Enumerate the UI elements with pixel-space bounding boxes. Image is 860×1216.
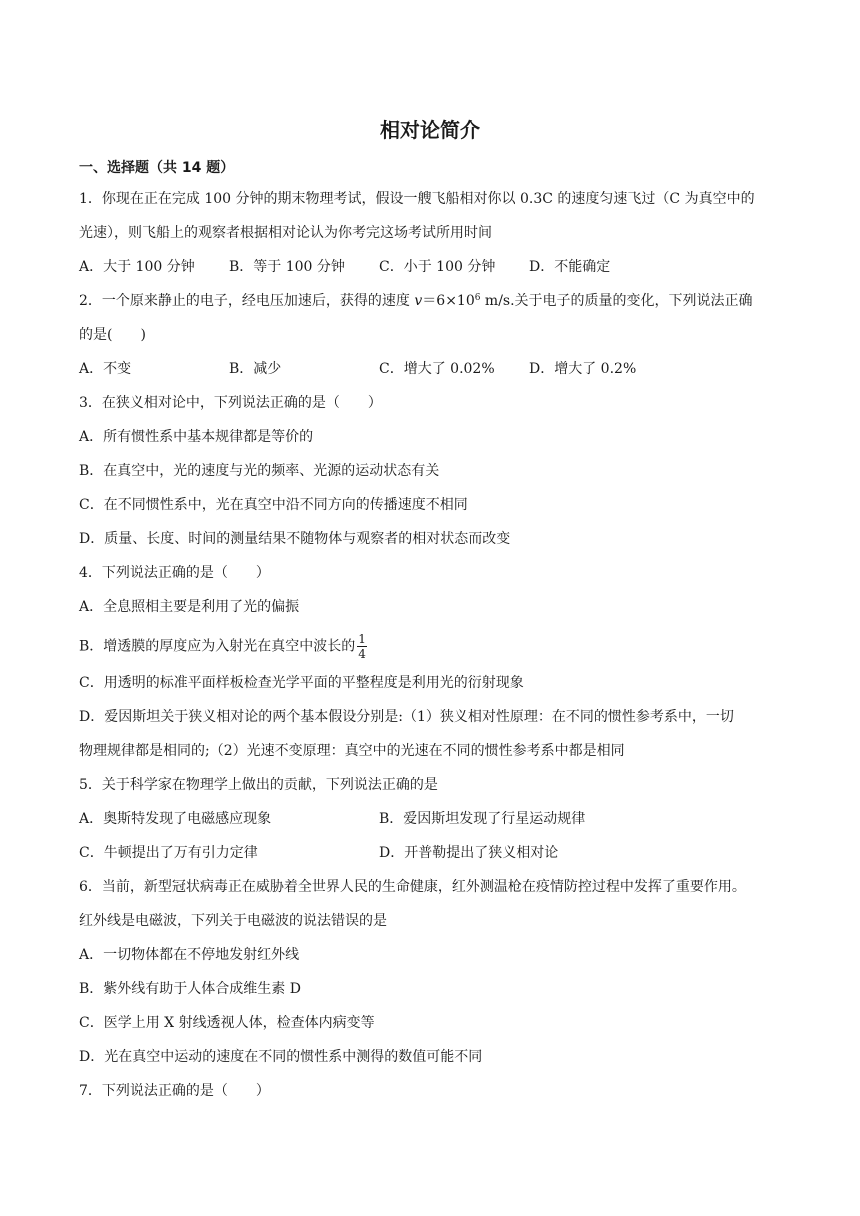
q4-stem: 4．下列说法正确的是（ ）	[79, 565, 270, 581]
q2-velocity-exponent: 6	[474, 293, 481, 303]
q5-option-c: C．牛顿提出了万有引力定律	[79, 845, 258, 861]
q6-stem-line2: 红外线是电磁波，下列关于电磁波的说法错误的是	[79, 913, 387, 929]
q6-option-b: B．紫外线有助于人体合成维生素 D	[79, 981, 301, 997]
q2-option-d: D．增大了 0.2%	[529, 361, 637, 377]
q2-option-b: B．减少	[229, 361, 282, 377]
q4-option-b-text: B．增透膜的厚度应为入射光在真空中波长的	[79, 638, 356, 655]
q2-option-c: C．增大了 0.02%	[379, 361, 495, 377]
q1-stem-line1: 1．你现在正在完成 100 分钟的期末物理考试，假设一艘飞船相对你以 0.3C 的速度匀速飞过（C 为真空中的	[79, 191, 755, 207]
section-heading: 一、选择题（共 14 题）	[79, 160, 235, 176]
q3-stem: 3．在狭义相对论中，下列说法正确的是（ ）	[79, 395, 382, 411]
q4-option-c: C．用透明的标准平面样板检查光学平面的平整程度是利用光的衍射现象	[79, 675, 524, 691]
q4-fraction	[357, 632, 367, 661]
q3-option-a: A．所有惯性系中基本规律都是等价的	[79, 429, 314, 445]
q4-option-b	[79, 632, 367, 661]
q4-option-a: A．全息照相主要是利用了光的偏振	[79, 599, 300, 615]
q5-stem: 5．关于科学家在物理学上做出的贡献，下列说法正确的是	[79, 777, 438, 793]
q1-option-a: A．大于 100 分钟	[79, 259, 195, 275]
q5-option-a: A．奥斯特发现了电磁感应现象	[79, 811, 272, 827]
q4-option-d-line1: D．爱因斯坦关于狭义相对论的两个基本假设分别是:（1）狭义相对性原理：在不同的惯性参考系中，一切	[79, 709, 734, 725]
q6-option-d: D．光在真空中运动的速度在不同的惯性系中测得的数值可能不同	[79, 1049, 483, 1065]
q3-option-c: C．在不同惯性系中，光在真空中沿不同方向的传播速度不相同	[79, 497, 468, 513]
q4-option-d-line2: 物理规律都是相同的;（2）光速不变原理：真空中的光速在不同的惯性参考系中都是相同	[79, 743, 625, 759]
q2-option-a: A．不变	[79, 361, 132, 377]
q2-stem-line1	[79, 291, 753, 311]
q3-option-b: B．在真空中，光的速度与光的频率、光源的运动状态有关	[79, 463, 440, 479]
q4-fraction-numerator: 1	[358, 632, 366, 646]
q5-option-d: D．开普勒提出了狭义相对论	[379, 845, 559, 861]
q1-option-b: B．等于 100 分钟	[229, 259, 345, 275]
q6-option-a: A．一切物体都在不停地发射红外线	[79, 947, 300, 963]
q2-stem-pre: 2．一个原来静止的电子，经电压加速后，获得的速度	[79, 293, 415, 309]
q6-stem-line1: 6．当前，新型冠状病毒正在威胁着全世界人民的生命健康，红外测温枪在疫情防控过程中发挥了重要作用。	[79, 879, 746, 895]
q4-fraction-denominator: 4	[358, 647, 366, 661]
q1-stem-line2: 光速），则飞船上的观察者根据相对论认为你考完这场考试所用时间	[79, 225, 492, 241]
q2-velocity-eq: ＝6×10	[422, 293, 475, 309]
page-title: 相对论简介	[380, 118, 480, 142]
q2-stem-post: m/s.关于电子的质量的变化，下列说法正确	[480, 293, 753, 309]
q5-option-b: B．爱因斯坦发现了行星运动规律	[379, 811, 586, 827]
q6-option-c: C．医学上用 X 射线透视人体，检查体内病变等	[79, 1015, 375, 1031]
q1-option-c: C．小于 100 分钟	[379, 259, 496, 275]
q1-option-d: D．不能确定	[529, 259, 611, 275]
q7-stem: 7．下列说法正确的是（ ）	[79, 1083, 270, 1099]
q2-stem-line2: 的是( )	[79, 327, 146, 343]
q3-option-d: D．质量、长度、时间的测量结果不随物体与观察者的相对状态而改变	[79, 531, 511, 547]
q2-velocity-var: v	[414, 293, 423, 309]
